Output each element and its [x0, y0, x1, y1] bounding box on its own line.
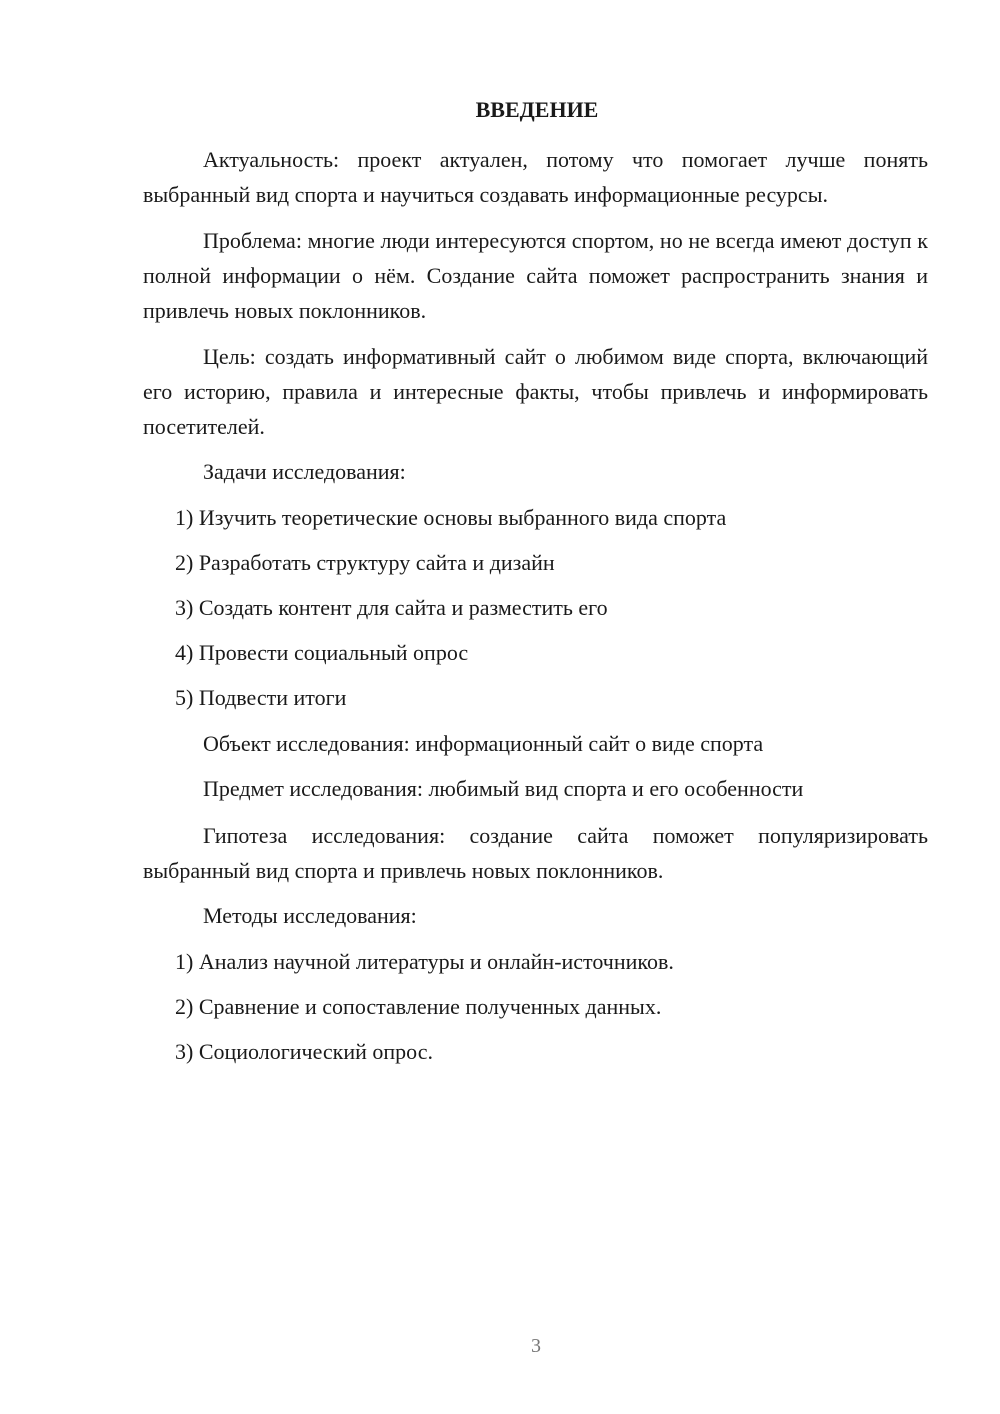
task-item: 2) Разработать структуру сайта и дизайн — [175, 550, 555, 575]
subject-line: Предмет исследования: любимый вид спорта и его особенности — [203, 776, 804, 801]
method-item: 3) Социологический опрос. — [175, 1039, 433, 1064]
problem-text: Проблема: многие люди интересуются спортом, но не всегда имеют доступ к полной информации о нём. Создание сайта поможет распространить знания и привлечь новых поклонников. — [143, 228, 928, 323]
problem-paragraph — [143, 223, 928, 328]
hypothesis-text: Гипотеза исследования: создание сайта поможет популяризировать выбранный вид спорта и привлечь новых поклонников. — [143, 823, 928, 883]
task-item: 1) Изучить теоретические основы выбранного вида спорта — [175, 505, 727, 530]
methods-heading: Методы исследования: — [203, 903, 417, 928]
task-item: 4) Провести социальный опрос — [175, 640, 469, 665]
hypothesis-paragraph — [143, 818, 928, 888]
object-line: Объект исследования: информационный сайт о виде спорта — [203, 731, 764, 756]
tasks-heading: Задачи исследования: — [203, 459, 406, 484]
page-number: 3 — [531, 1335, 541, 1357]
method-item: 2) Сравнение и сопоставление полученных данных. — [175, 994, 662, 1019]
goal-text: Цель: создать информативный сайт о любимом виде спорта, включающий его историю, правила и интересные факты, чтобы привлечь и информировать посетителей. — [143, 344, 928, 439]
relevance-text: Актуальность: проект актуален, потому что помогает лучше понять выбранный вид спорта и научиться создавать информационные ресурсы. — [143, 147, 928, 207]
task-item: 3) Создать контент для сайта и разместить его — [175, 595, 608, 620]
section-title: ВВЕДЕНИЕ — [475, 97, 599, 122]
method-item: 1) Анализ научной литературы и онлайн-источников. — [175, 949, 674, 974]
relevance-paragraph — [143, 142, 928, 212]
task-item: 5) Подвести итоги — [175, 685, 347, 710]
goal-paragraph — [143, 339, 928, 444]
